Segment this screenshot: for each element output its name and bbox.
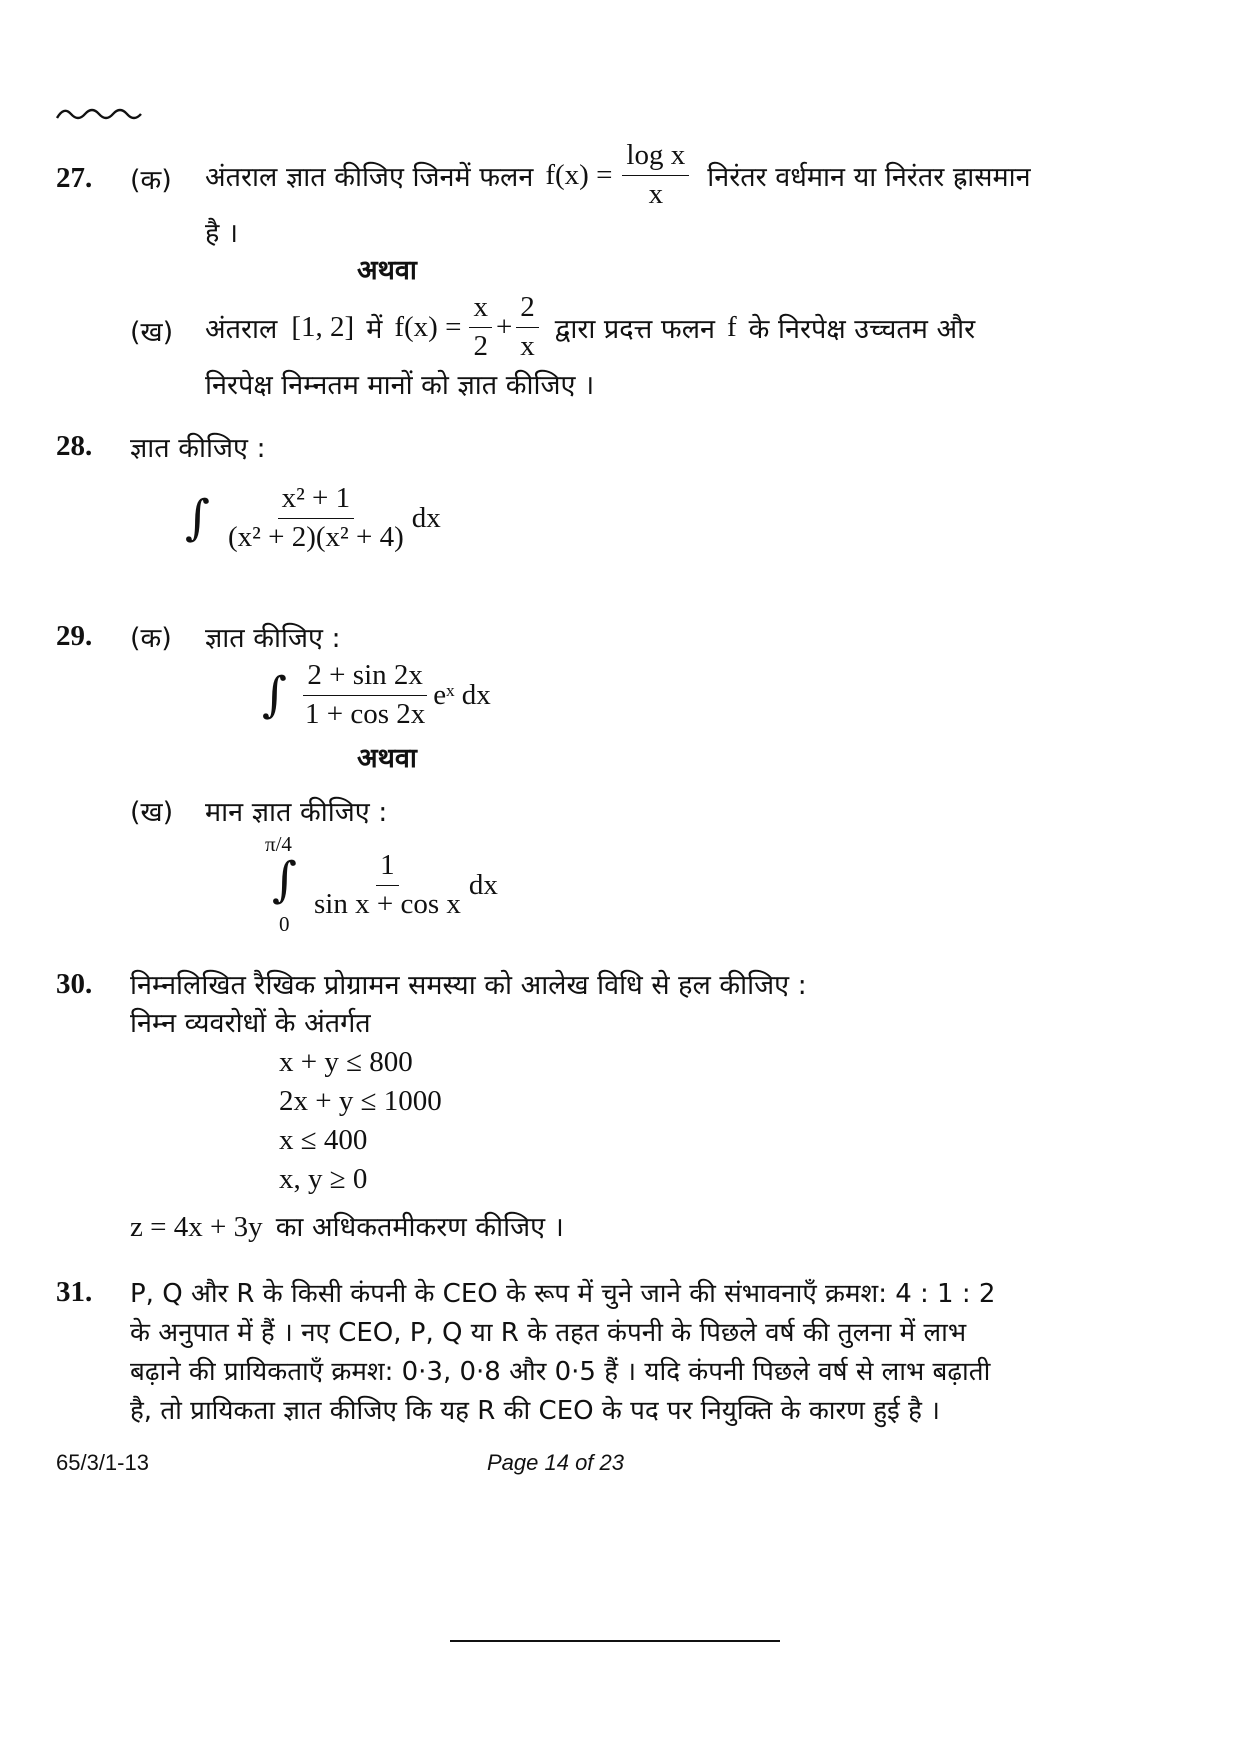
q27b-fraction-1 (469, 291, 492, 363)
q29b-integral-expression (306, 845, 498, 925)
q29b-denominator: sin x + cos x (314, 887, 461, 920)
page-number: Page 14 of 23 (487, 1450, 625, 1475)
or-separator: अथवा (357, 255, 417, 286)
q29b-upper-limit: π/4 (265, 832, 292, 856)
q27a-text-2: निरंतर वर्धमान या निरंतर ह्रासमान (707, 161, 1031, 193)
option-label: (ख) (130, 797, 174, 828)
question-number: 28. (56, 430, 93, 462)
q27b-fraction-2 (516, 291, 539, 363)
q29a-denominator: 1 + cos 2x (305, 697, 426, 730)
q31-line: के अनुपात में हैं । नए CEO, P, Q या R के तहत कंपनी के पिछले वर्ष की तुलना में लाभ (130, 1318, 967, 1348)
q27b-text-3: द्वारा प्रदत्त फलन (554, 313, 715, 345)
q28-denominator: (x² + 2)(x² + 4) (228, 520, 404, 553)
q27b-numerator-2: 2 (516, 291, 539, 327)
q27b-denominator-1: 2 (473, 329, 488, 362)
q28-fraction (224, 482, 408, 554)
question-number: 29. (56, 620, 93, 652)
q27b-plus: + (495, 310, 513, 343)
wavy-mark-icon (55, 100, 147, 130)
q29a-integral-expression (262, 655, 491, 735)
integral-sign: ∫ (185, 490, 211, 546)
q29b-lower-limit: 0 (279, 912, 290, 936)
q30-text-2: निम्न व्यवरोधों के अंतर्गत (130, 1008, 371, 1039)
q31-line: है, तो प्रायिकता ज्ञात कीजिए कि यह R की CEO के पद पर नियुक्ति के कारण हुई है । (130, 1396, 940, 1426)
q30-objective: z = 4x + 3y (130, 1211, 263, 1243)
question-number: 27. (56, 162, 93, 194)
q27b-numerator-1: x (469, 291, 492, 327)
q27b-f: f (726, 310, 737, 343)
constraint: x + y ≤ 800 (279, 1046, 413, 1078)
question-number: 30. (56, 968, 93, 1000)
option-label: (ख) (130, 317, 174, 348)
q29a-numerator: 2 + sin 2x (303, 659, 426, 695)
q30-text-1: निम्नलिखित रैखिक प्रोग्रामन समस्या को आलेख विधि से हल कीजिए : (130, 970, 807, 1001)
q29b-text: मान ज्ञात कीजिए : (205, 797, 388, 828)
q27a-text-1: अंतराल ज्ञात कीजिए जिनमें फलन (205, 161, 534, 193)
q29a-fraction (301, 659, 429, 731)
option-label: (क) (130, 165, 172, 196)
q27b-text-2: में (366, 313, 383, 345)
q27a-text-3: है । (205, 218, 239, 249)
q27a-fraction (622, 139, 689, 211)
footer-rule (450, 1640, 780, 1642)
q29a-text: ज्ञात कीजिए : (205, 623, 341, 654)
q27b-interval: [1, 2] (291, 310, 355, 343)
q27b-text-4: के निरपेक्ष उच्चतम और (748, 313, 976, 345)
q27b-line-1 (205, 292, 975, 362)
q29b-numerator: 1 (376, 849, 399, 885)
q27b-denominator-2: x (520, 329, 535, 362)
option-label: (क) (130, 623, 172, 654)
q27a-numerator: log x (622, 139, 689, 175)
q31-line: बढ़ाने की प्रायिकताएँ क्रमश: 0·3, 0·8 और 0·5 हैं । यदि कंपनी पिछले वर्ष से लाभ बढ़ाती (130, 1357, 991, 1387)
q30-objective-line (130, 1207, 564, 1244)
q29b-fraction (310, 849, 465, 921)
q28-dx: dx (411, 501, 441, 534)
constraint: x, y ≥ 0 (279, 1163, 368, 1195)
q27b-text-1: अंतराल (205, 313, 278, 345)
q28-integral-expression (185, 478, 441, 558)
q27b-fx: f(x) = (394, 310, 462, 343)
q31-line: P, Q और R के किसी कंपनी के CEO के रूप में चुने जाने की संभावनाएँ क्रमश: 4 : 1 : 2 (130, 1279, 996, 1309)
q28-numerator: x² + 1 (278, 482, 355, 518)
q29a-tail: eˣ dx (433, 678, 491, 711)
q27b-text-5: निरपेक्ष निम्नतम मानों को ज्ञात कीजिए । (205, 370, 595, 401)
or-separator: अथवा (357, 743, 417, 774)
question-number: 31. (56, 1276, 93, 1308)
q27a-line-1 (205, 140, 1031, 210)
integral-sign: ∫ (272, 852, 298, 908)
constraint: 2x + y ≤ 1000 (279, 1085, 442, 1117)
constraint: x ≤ 400 (279, 1124, 368, 1156)
q30-objective-text: का अधिकतमीकरण कीजिए । (275, 1212, 564, 1243)
paper-code: 65/3/1-13 (56, 1450, 149, 1475)
integral-sign: ∫ (262, 667, 288, 723)
q28-text: ज्ञात कीजिए : (130, 433, 266, 464)
q29b-dx: dx (468, 868, 498, 901)
q27a-fx: f(x) = (545, 158, 613, 191)
q27a-denominator: x (648, 177, 664, 210)
